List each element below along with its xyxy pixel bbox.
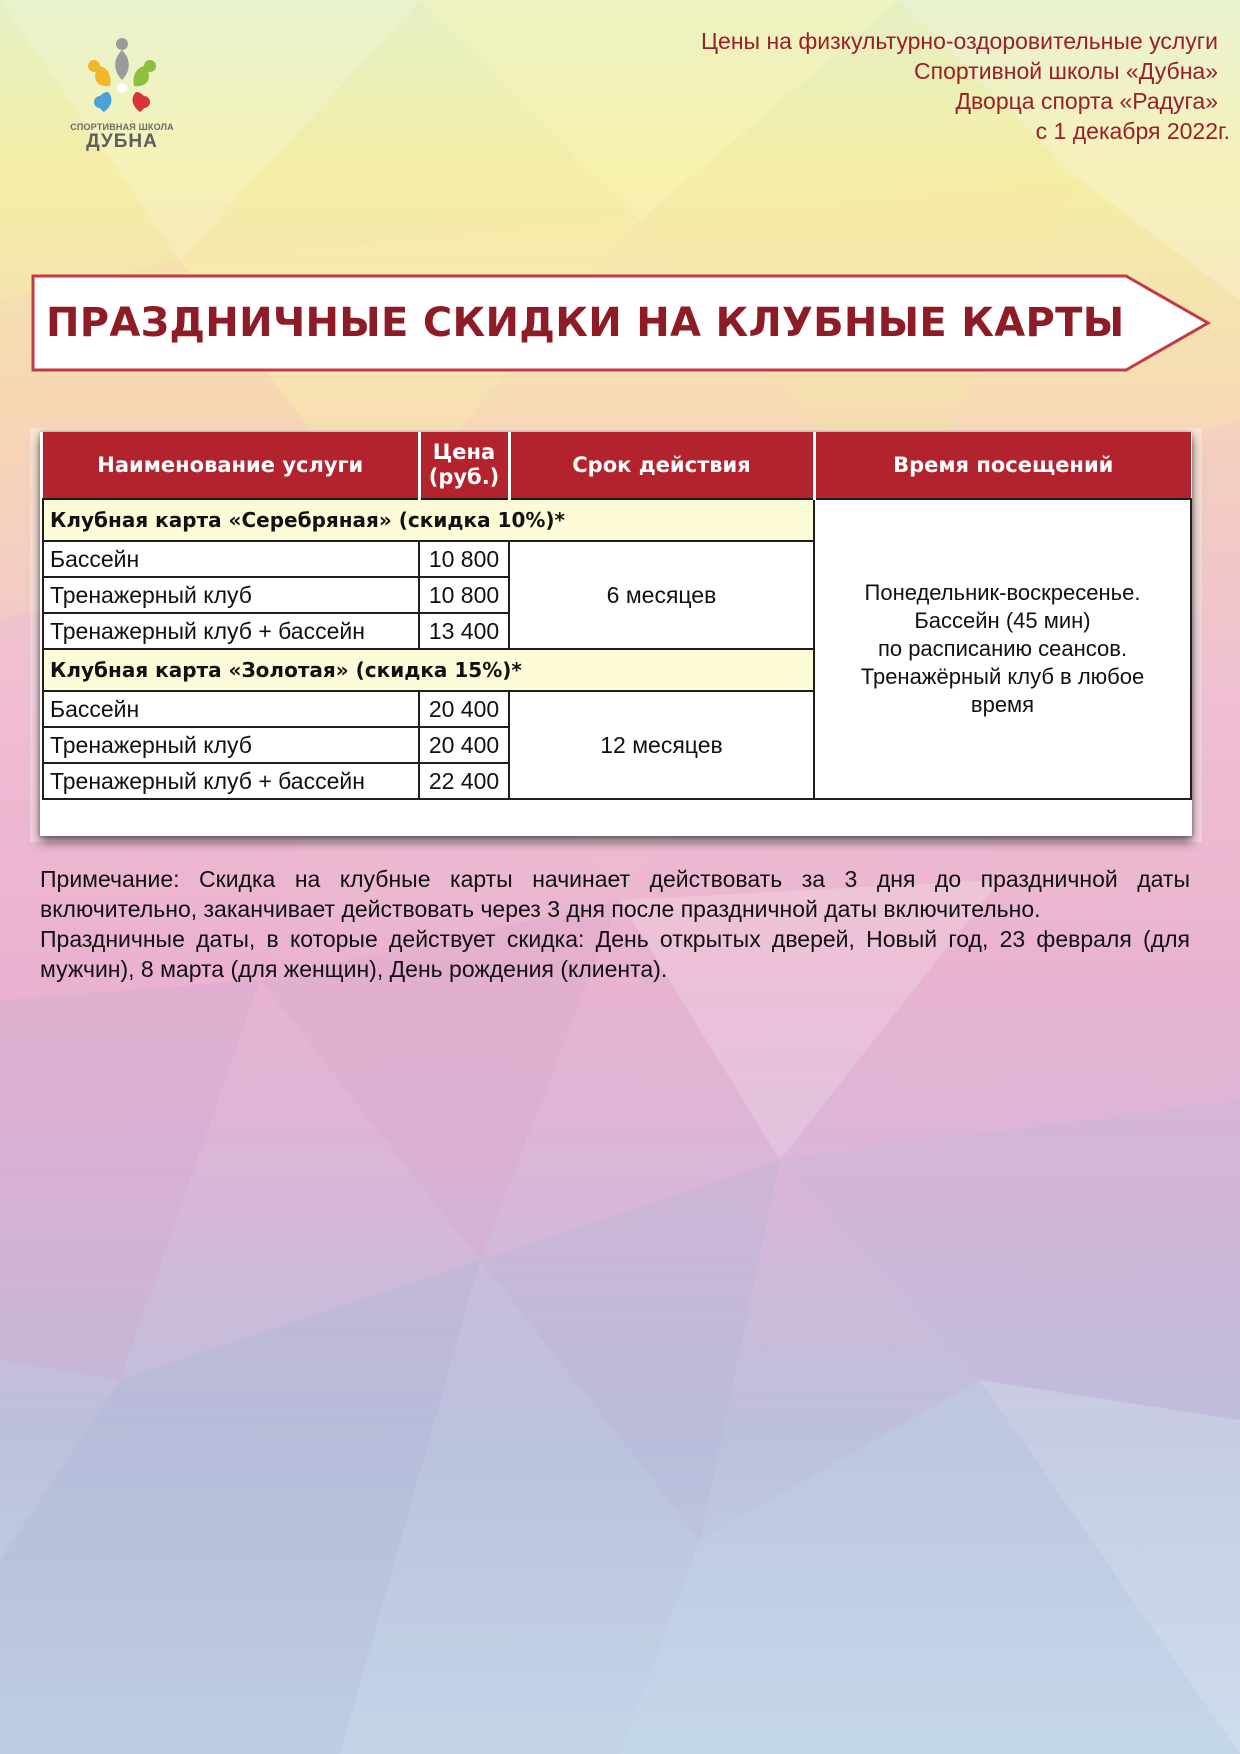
visit-line: Бассейн (45 мин) [914, 608, 1091, 633]
page-title: ПРАЗДНИЧНЫЕ СКИДКИ НА КЛУБНЫЕ КАРТЫ [46, 300, 1125, 346]
title-banner [30, 272, 1212, 374]
header-price-line2: (руб.) [428, 465, 500, 489]
logo [66, 36, 178, 160]
service-name: Тренажерный клуб + бассейн [43, 613, 419, 649]
note-paragraph: Праздничные даты, в которые действует скидка: День открытых дверей, Новый год, 23 февраля (для мужчин), 8 марта (для женщин), День рождения (клиента). [40, 926, 1190, 982]
visit-line: Понедельник-воскресенье. [864, 580, 1141, 605]
visit-line: Тренажёрный клуб в любое [860, 664, 1145, 689]
header-line: Цены на физкультурно-оздоровительные услуги [701, 28, 1218, 54]
term-cell: 6 месяцев [509, 541, 814, 649]
header-line: Спортивной школы «Дубна» [914, 58, 1218, 84]
logo-subtitle: СПОРТИВНАЯ ШКОЛА [70, 122, 174, 132]
group-row [43, 499, 1191, 541]
service-name: Бассейн [43, 691, 419, 727]
term-cell: 12 месяцев [509, 691, 814, 799]
header-price [419, 432, 509, 499]
header-info [701, 26, 1230, 146]
header-line: Дворца спорта «Радуга» [955, 88, 1218, 114]
service-name: Тренажерный клуб [43, 727, 419, 763]
service-price: 10 800 [419, 541, 509, 577]
service-name: Бассейн [43, 541, 419, 577]
group-title: Клубная карта «Золотая» (скидка 15%)* [43, 649, 814, 691]
header-term: Срок действия [509, 432, 814, 499]
table-header-row [43, 432, 1191, 499]
visit-time-cell [814, 499, 1191, 799]
service-price: 10 800 [419, 577, 509, 613]
header-price-line1: Цена [432, 440, 496, 464]
service-name: Тренажерный клуб + бассейн [43, 763, 419, 799]
service-price: 20 400 [419, 691, 509, 727]
visit-line: по расписанию сеансов. [877, 636, 1128, 661]
group-title: Клубная карта «Серебряная» (скидка 10%)* [43, 499, 814, 541]
price-table-panel [30, 428, 1202, 842]
logo-flower-icon [74, 36, 170, 120]
service-price: 22 400 [419, 763, 509, 799]
header-date: с 1 декабря 2022г. [1035, 118, 1230, 144]
note-paragraph: Примечание: Скидка на клубные карты начинает действовать за 3 дня до праздничной даты включительно, заканчивает действовать через 3 дня после праздничной даты включительно. [40, 866, 1190, 922]
price-table [42, 432, 1192, 800]
logo-name: ДУБНА [86, 131, 158, 152]
header-service: Наименование услуги [43, 432, 419, 499]
header-visit-time: Время посещений [814, 432, 1191, 499]
note [40, 864, 1190, 984]
service-price: 13 400 [419, 613, 509, 649]
visit-line: время [970, 692, 1035, 717]
service-price: 20 400 [419, 727, 509, 763]
service-name: Тренажерный клуб [43, 577, 419, 613]
